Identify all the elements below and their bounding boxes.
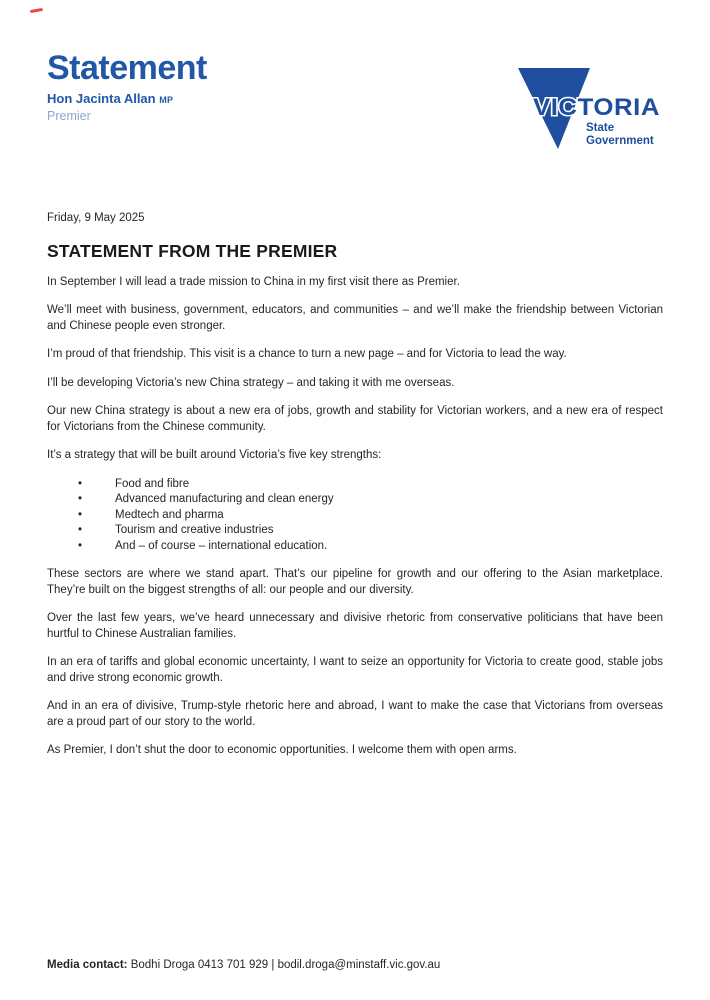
bullet-icon: • (78, 493, 83, 505)
list-item-text: Medtech and pharma (115, 508, 224, 521)
logo-wordmark: VICTORIA (533, 94, 660, 121)
bullet-icon: • (78, 477, 83, 490)
document-body (47, 198, 663, 772)
list-item-text: Tourism and creative industries (115, 524, 274, 536)
bullet-icon: • (78, 508, 83, 521)
paragraph: I’ll be developing Victoria’s new China strategy – and taking it with me overseas. (47, 376, 455, 389)
author-name: Hon Jacinta Allan (47, 91, 156, 106)
logo-subtext-state: State (586, 122, 615, 134)
paragraph: Over the last few years, we’ve heard unnecessary and divisive rhetoric from conservative politicians that have been hurtful to Chinese Australian families. (47, 612, 663, 640)
masthead-title: Statement (47, 49, 207, 87)
masthead-role: Premier (47, 109, 91, 123)
list-item (47, 539, 663, 555)
paragraph: It’s a strategy that will be built around Victoria’s five key strengths: (47, 449, 382, 461)
list-item (47, 508, 663, 524)
paragraph: In September I will lead a trade mission to China in my first visit there as Premier. (47, 275, 460, 288)
bullet-icon: • (78, 539, 83, 552)
list-item (47, 523, 663, 539)
bullet-icon: • (78, 524, 83, 536)
list-item-text: Food and fibre (115, 477, 190, 490)
author-postnominal: MP (159, 95, 174, 105)
document-date: Friday, 9 May 2025 (47, 212, 145, 224)
paragraph: Our new China strategy is about a new era of jobs, growth and stability for Victorian workers, and a new era of respect for Victorians from the Chinese community. (47, 405, 663, 433)
key-strengths-list (47, 477, 663, 555)
paragraph: We’ll meet with business, government, educators, and communities – and we’ll make the friendship between Victorian and Chinese people even stronger. (47, 304, 663, 332)
media-contact-line (47, 958, 663, 973)
masthead (47, 50, 207, 123)
list-item-text: Advanced manufacturing and clean energy (115, 493, 334, 505)
paragraph: And in an era of divisive, Trump-style rhetoric here and abroad, I want to make the case that Victorians from overseas are a proud part of our story to the world. (47, 700, 663, 728)
list-item-text: And – of course – international education. (115, 539, 328, 552)
list-item (47, 477, 663, 493)
media-contact-label: Media contact: (47, 959, 128, 971)
list-item (47, 492, 663, 508)
media-contact-value: Bodhi Droga 0413 701 929 | bodil.droga@minstaff.vic.gov.au (130, 959, 441, 971)
victoria-triangle-icon (513, 58, 665, 153)
paragraph: These sectors are where we stand apart. That’s our pipeline for growth and our offering to the Asian marketplace. They’re built on the biggest strengths of all: our people and our diversity. (47, 568, 663, 596)
document-heading: STATEMENT FROM THE PREMIER (47, 240, 338, 261)
paragraph: In an era of tariffs and global economic uncertainty, I want to seize an opportunity for Victoria to create good, stable jobs and drive strong economic growth. (47, 656, 663, 684)
logo-subtext-government: Government (586, 135, 654, 147)
victoria-state-government-logo (513, 58, 665, 153)
masthead-author (47, 92, 207, 107)
red-pen-mark (30, 8, 43, 13)
paragraph: I’m proud of that friendship. This visit is a chance to turn a new page – and for Victoria to lead the way. (47, 348, 567, 360)
paragraph: As Premier, I don’t shut the door to economic opportunities. I welcome them with open arms. (47, 744, 517, 756)
